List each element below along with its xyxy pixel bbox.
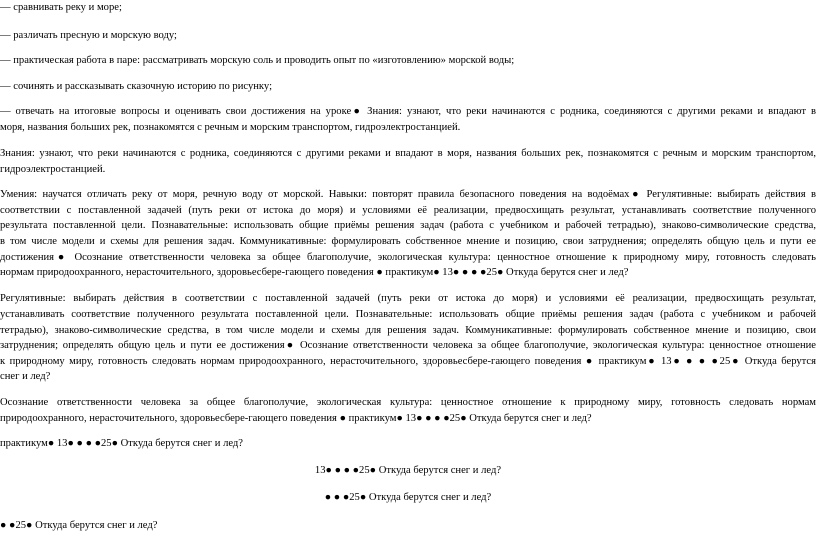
bullet-line-final-questions: — отвечать на итоговые вопросы и оценивать свои достижения на уроке● Знания: узнают, что реки начинаются с родника, соединяются с другими реками и впадают в: [0, 106, 816, 117]
bullet-line-fairy-tale: — сочинять и рассказывать сказочную историю по рисунку;: [0, 81, 273, 92]
skills-paragraph-line: соответствии с поставленной задачей (путь реки от истока до моря) и условиями её реализации, предвосхищать результат, устанавливать соответствие полученного: [0, 205, 816, 216]
centered-line: 13● ● ● ●25● Откуда берутся снег и лед?: [314, 465, 502, 476]
knowledge-paragraph-line: Знания: узнают, что реки начинаются с родника, соединяются с другими реками и впадают в моря, названия больших рек, познакомятся с речным и морским транспортом,: [0, 148, 816, 159]
knowledge-paragraph-line: гидроэлектростанцией.: [0, 164, 106, 175]
regulatory-paragraph-line: Регулятивные: выбирать действия в соответствии с поставленной задачей (путь реки от истока до моря) и условиями её реализации, предвосхищать результат,: [0, 293, 816, 304]
skills-paragraph-line: в том числе модели и схемы для решения задач. Коммуникативные: формулировать собственное мнение и позицию, свои затруднения; определять общую цель и пути ее: [0, 236, 816, 247]
skills-paragraph-line: нормам природоохранного, нерасточительного, здоровьесбере-гающего поведения ● практикум● 13● ● ● ●25● Откуда берутся снег и лед?: [0, 267, 629, 278]
skills-paragraph-line: результата поставленной цели. Познавательные: использовать общие приёмы решения задач (работа с учебником и рабочей тетрадью), знаково-символические средства,: [0, 220, 816, 231]
bullet-line-fresh-sea-water: — различать пресную и морскую воду;: [0, 30, 177, 41]
regulatory-paragraph-line: снег и лед?: [0, 371, 51, 382]
awareness-paragraph-line: Осознание ответственности человека за общее благополучие, экологическая культура: ценностное отношение к природному миру, готовность следовать нормам: [0, 397, 816, 408]
regulatory-paragraph-line: к природному миру, готовность следовать нормам природоохранного, нерасточительного, здоровьесбере-гающего поведения ● практикум● 13● ● ● ●25● Откуда берутся: [0, 356, 816, 367]
bullet-line-compare-river-sea: — сравнивать реку и море;: [0, 2, 122, 13]
skills-paragraph-line: достижения● Осознание ответственности человека за общее благополучие, экологическая культура: ценностное отношение к природному миру, готовность следовать: [0, 252, 816, 263]
last-line: ● ●25● Откуда берутся снег и лед?: [0, 520, 158, 531]
skills-paragraph-line: Умения: научатся отличать реку от моря, речную воду от морской. Навыки: повторят правила безопасного поведения на водоёмах● Регулятивные: выбирать действия в: [0, 189, 816, 200]
regulatory-paragraph-line: устанавливать соответствие полученного результата поставленной цели. Познавательные: использовать общие приёмы решения задач (работа с учебником и рабочей: [0, 309, 816, 320]
bullet-line-practical-work: — практическая работа в паре: рассматривать морскую соль и проводить опыт по «изготовлению» морской воды;: [0, 55, 515, 66]
awareness-paragraph-line: природоохранного, нерасточительного, здоровьесбере-гающего поведения ● практикум● 13● ● ● ●25● Откуда берутся снег и лед?: [0, 413, 592, 424]
regulatory-paragraph-line: затруднения; определять общую цель и пути ее достижения● Осознание ответственности человека за общее благополучие, экологическая культура: ценностное отношение: [0, 340, 816, 351]
paragraph-line: моря, названия больших рек, познакомятся с речным и морским транспортом, гидроэлектростанцией.: [0, 122, 461, 133]
regulatory-paragraph-line: тетрадью), знаково-символические средства, в том числе модели и схемы для решения задач. Коммуникативные: формулировать собственное мнение и позицию, свои: [0, 325, 816, 336]
centered-line: ● ● ●25● Откуда берутся снег и лед?: [324, 492, 492, 503]
practicum-line: практикум● 13● ● ● ●25● Откуда берутся снег и лед?: [0, 438, 244, 449]
